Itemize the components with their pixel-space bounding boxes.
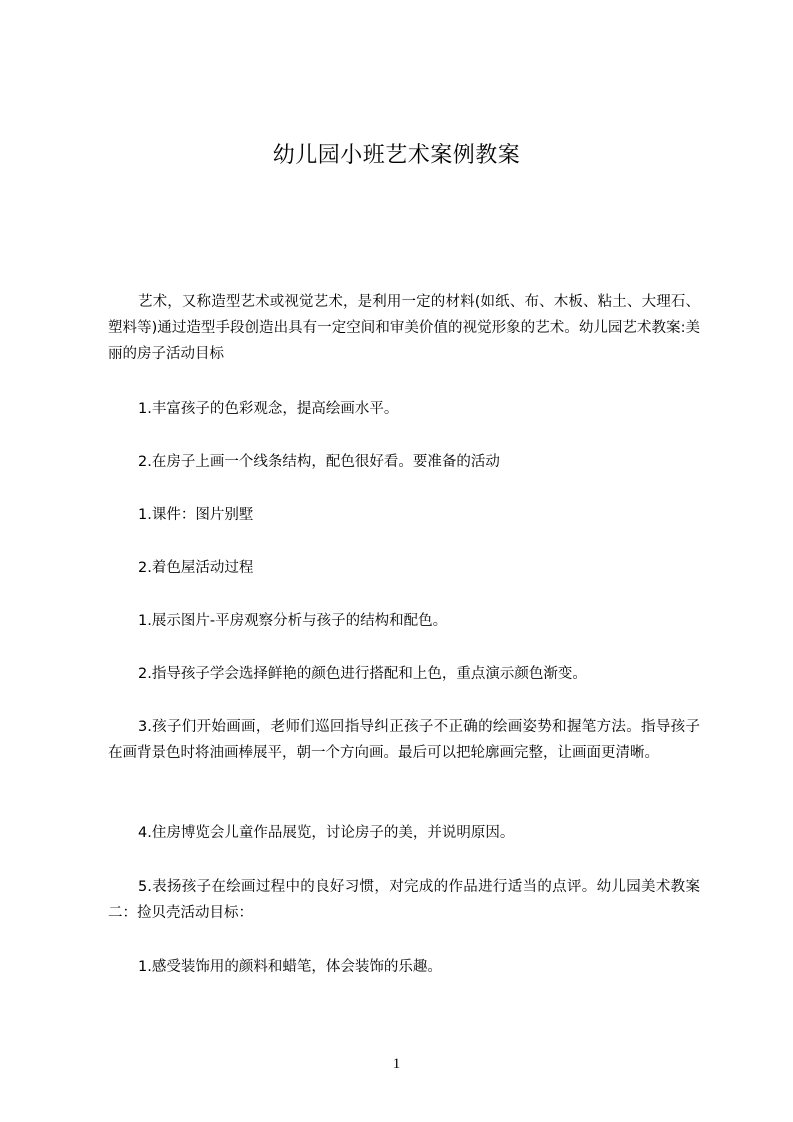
page-number: 1 — [392, 1056, 401, 1072]
paragraph-intro: 艺术，又称造型艺术或视觉艺术，是利用一定的材料(如纸、布、木板、粘土、大理石、塑料等)通过造型手段创造出具有一定空间和审美价值的视觉形象的艺术。幼儿园艺术教案:美丽的房子活动目标 — [108, 294, 700, 362]
document-title: 幼儿园小班艺术案例教案 — [272, 143, 521, 168]
paragraph-process-5: 5.表扬孩子在绘画过程中的良好习惯，对完成的作品进行适当的点评。幼儿园美术教案二：捡贝壳活动目标： — [108, 879, 700, 921]
paragraph-process-4: 4.住房博览会儿童作品展览，讨论房子的美，并说明原因。 — [138, 825, 515, 841]
paragraph-goal-1: 1.丰富孩子的色彩观念，提高绘画水平。 — [138, 401, 399, 417]
paragraph-shell-goal-1: 1.感受装饰用的颜料和蜡笔，体会装饰的乐趣。 — [138, 959, 442, 975]
paragraph-process-2: 2.指导孩子学会选择鲜艳的颜色进行搭配和上色，重点演示颜色渐变。 — [138, 666, 587, 682]
paragraph-prep-2: 2.着色屋活动过程 — [138, 560, 254, 576]
paragraph-process-1: 1.展示图片-平房观察分析与孩子的结构和配色。 — [138, 613, 448, 629]
paragraph-prep-1: 1.课件：图片别墅 — [138, 507, 254, 523]
paragraph-process-3: 3.孩子们开始画画，老师们巡回指导纠正孩子不正确的绘画姿势和握笔方法。指导孩子在画背景色时将油画棒展平，朝一个方向画。最后可以把轮廓画完整，让画面更清晰。 — [108, 719, 700, 761]
paragraph-goal-2: 2.在房子上画一个线条结构，配色很好看。要准备的活动 — [138, 454, 500, 470]
